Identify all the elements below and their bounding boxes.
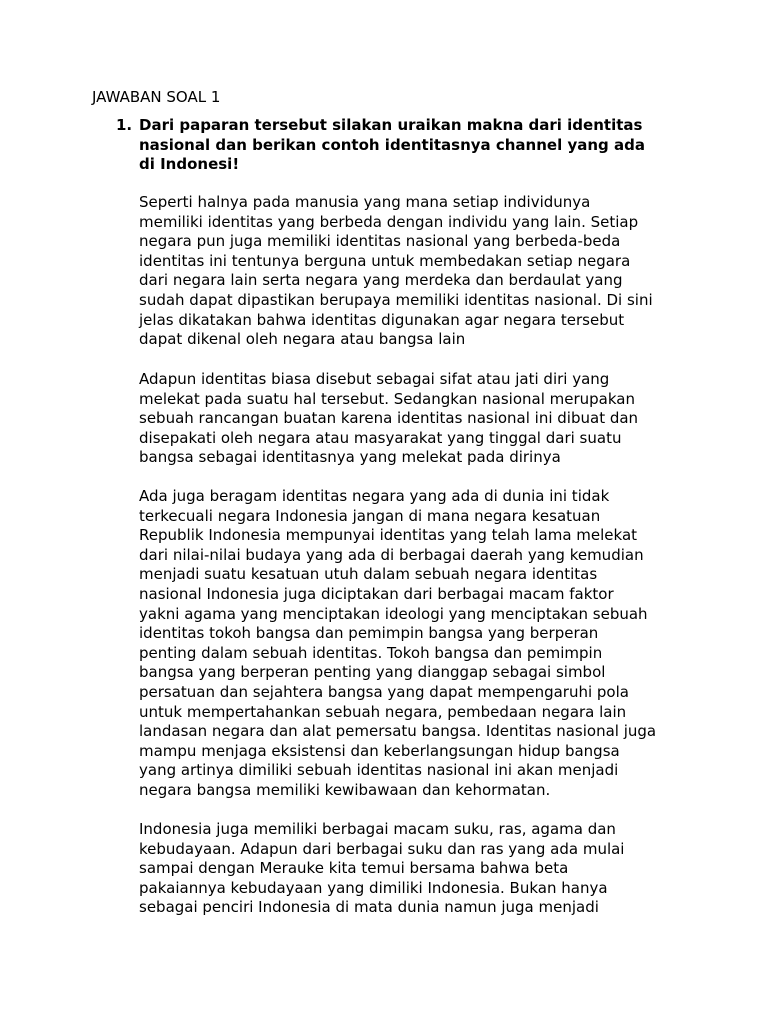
paragraph-line: sebuah rancangan buatan karena identitas nasional ini dibuat dan xyxy=(139,409,639,428)
paragraph-line: disepakati oleh negara atau masyarakat yang tinggal dari suatu xyxy=(139,428,622,447)
paragraph-line: melekat pada suatu hal tersebut. Sedangkan nasional merupakan xyxy=(139,389,635,408)
paragraph-line: sebagai penciri Indonesia di mata dunia namun juga menjadi xyxy=(139,898,599,917)
paragraph-line: yakni agama yang menciptakan ideologi yang menciptakan sebuah xyxy=(139,604,648,623)
question-line: nasional dan berikan contoh identitasnya channel yang ada xyxy=(139,135,645,154)
question-line: di Indonesi! xyxy=(139,155,240,174)
paragraph-line: Adapun identitas biasa disebut sebagai sifat atau jati diri yang xyxy=(139,370,610,388)
paragraph-line: dari negara lain serta negara yang merdeka dan berdaulat yang xyxy=(139,271,623,290)
paragraph-line: sudah dapat dipastikan berupaya memiliki identitas nasional. Di sini xyxy=(139,290,653,309)
paragraph-line: Republik Indonesia mempunyai identitas yang telah lama melekat xyxy=(139,526,638,545)
answer-paragraph-1 xyxy=(139,193,699,350)
paragraph-line: Ada juga beragam identitas negara yang ada di dunia ini tidak xyxy=(139,487,610,505)
paragraph-line: identitas tokoh bangsa dan pemimpin bangsa yang berperan xyxy=(139,624,599,643)
paragraph-line: yang artinya dimiliki sebuah identitas nasional ini akan menjadi xyxy=(139,761,619,780)
question-text xyxy=(139,116,645,175)
paragraph-line: identitas ini tentunya berguna untuk membedakan setiap negara xyxy=(139,251,631,270)
paragraph-line: negara pun juga memiliki identitas nasional yang berbeda-beda xyxy=(139,232,621,251)
paragraph-line: Indonesia juga memiliki berbagai macam suku, ras, agama dan xyxy=(139,820,616,838)
paragraph-line: memiliki identitas yang berbeda dengan individu yang lain. Setiap xyxy=(139,212,639,231)
answer-paragraph-4 xyxy=(139,820,699,918)
question-number: 1. xyxy=(116,116,133,134)
paragraph-line: dari nilai-nilai budaya yang ada di berbagai daerah yang kemudian xyxy=(139,545,644,564)
answer-paragraph-3 xyxy=(139,487,699,801)
paragraph-line: dapat dikenal oleh negara atau bangsa lain xyxy=(139,330,466,349)
paragraph-line: terkecuali negara Indonesia jangan di mana negara kesatuan xyxy=(139,506,601,525)
paragraph-line: landasan negara dan alat pemersatu bangsa. Identitas nasional juga xyxy=(139,722,657,741)
answer-heading: JAWABAN SOAL 1 xyxy=(92,88,221,106)
paragraph-line: nasional Indonesia juga diciptakan dari berbagai macam faktor xyxy=(139,584,614,603)
paragraph-line: pakaiannya kebudayaan yang dimiliki Indonesia. Bukan hanya xyxy=(139,878,608,897)
answer-paragraph-2 xyxy=(139,370,699,468)
paragraph-line: Seperti halnya pada manusia yang mana setiap individunya xyxy=(139,193,591,211)
paragraph-line: bangsa yang berperan penting yang dianggap sebagai simbol xyxy=(139,663,606,682)
paragraph-line: negara bangsa memiliki kewibawaan dan kehormatan. xyxy=(139,780,551,799)
paragraph-line: menjadi suatu kesatuan utuh dalam sebuah negara identitas xyxy=(139,565,598,584)
paragraph-line: bangsa sebagai identitasnya yang melekat pada dirinya xyxy=(139,448,561,467)
paragraph-line: jelas dikatakan bahwa identitas digunakan agar negara tersebut xyxy=(139,310,625,329)
paragraph-line: mampu menjaga eksistensi dan keberlangsungan hidup bangsa xyxy=(139,741,620,760)
paragraph-line: sampai dengan Merauke kita temui bersama bahwa beta xyxy=(139,859,569,878)
paragraph-line: kebudayaan. Adapun dari berbagai suku dan ras yang ada mulai xyxy=(139,839,625,858)
question-line: Dari paparan tersebut silakan uraikan makna dari identitas xyxy=(139,116,643,134)
paragraph-line: penting dalam sebuah identitas. Tokoh bangsa dan pemimpin xyxy=(139,643,603,662)
paragraph-line: persatuan dan sejahtera bangsa yang dapat mempengaruhi pola xyxy=(139,682,629,701)
paragraph-line: untuk mempertahankan sebuah negara, pembedaan negara lain xyxy=(139,702,627,721)
